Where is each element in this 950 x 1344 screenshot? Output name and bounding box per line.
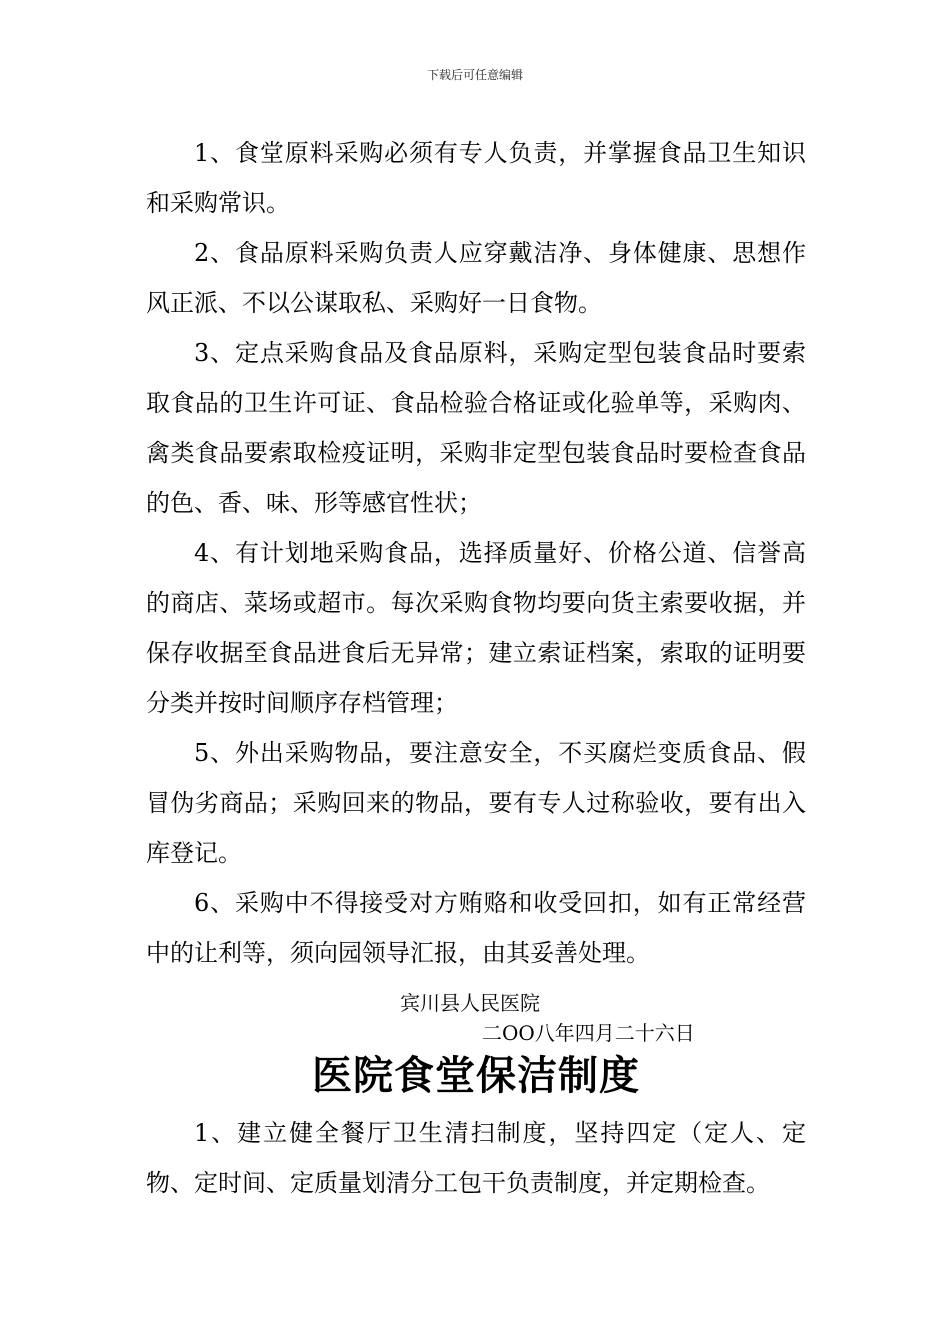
paragraph-4: 4、有计划地采购食品，选择质量好、价格公道、信誉高的商店、菜场或超市。每次采购食物均要向货主索要收据，并保存收据至食品进食后无异常；建立索证档案，索取的证明要分类并按时间顺序存档管理； <box>146 539 806 717</box>
section-title: 医院食堂保洁制度 <box>312 1053 640 1099</box>
paragraph-3: 3、定点采购食品及食品原料，采购定型包装食品时要索取食品的卫生许可证、食品检验合格证或化验单等，采购肉、禽类食品要索取检疫证明，采购非定型包装食品时要检查食品的色、香、味、形等感官性状； <box>146 339 806 517</box>
document-body <box>146 128 806 1208</box>
paragraph-1: 1、食堂原料采购必须有专人负责，并掌握食品卫生知识和采购常识。 <box>146 139 806 217</box>
paragraph-5: 5、外出采购物品，要注意安全，不买腐烂变质食品、假冒伪劣商品；采购回来的物品，要有专人过称验收，要有出入库登记。 <box>146 739 806 867</box>
signature-date: 二OO八年四月二十六日 <box>482 1021 695 1045</box>
section2-paragraph-1: 1、建立健全餐厅卫生清扫制度，坚持四定（定人、定物、定时间、定质量划清分工包干负责制度，并定期检查。 <box>146 1119 806 1197</box>
paragraph-2: 2、食品原料采购负责人应穿戴洁净、身体健康、思想作风正派、不以公谋取私、采购好一日食物。 <box>146 239 806 317</box>
paragraph-6: 6、采购中不得接受对方贿赂和收受回扣，如有正常经营中的让利等，须向园领导汇报，由其妥善处理。 <box>146 889 806 967</box>
signature-organization: 宾川县人民医院 <box>400 991 540 1015</box>
header-note: 下载后可任意编辑 <box>426 68 523 82</box>
